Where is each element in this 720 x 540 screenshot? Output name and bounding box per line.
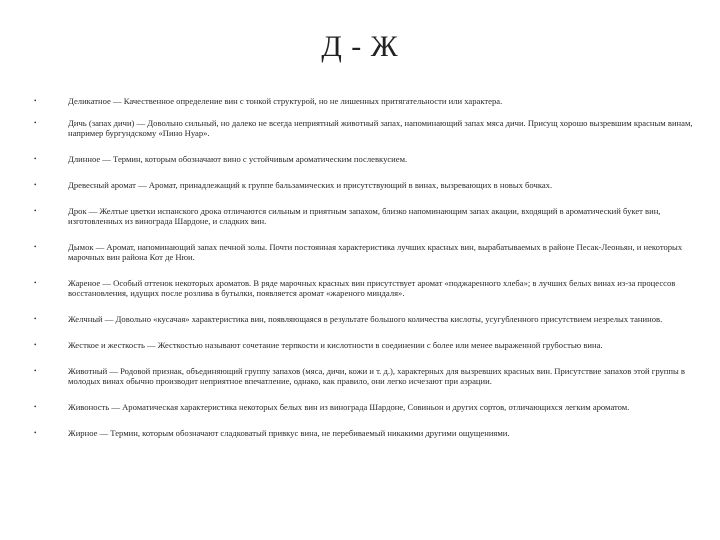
glossary-list: [34, 96, 694, 438]
list-item-text: Жесткое и жесткость — Жесткостью называют сочетание терпкости и кислотности в соединении с более или менее выраженной грубостью вина.: [68, 340, 603, 350]
slide-title: Д - Ж: [321, 30, 399, 63]
list-item: [34, 96, 694, 106]
list-item: [34, 118, 694, 138]
bullet-icon: •: [34, 207, 37, 215]
bullet-icon: •: [34, 367, 37, 375]
list-item: [34, 154, 694, 164]
bullet-icon: •: [34, 341, 37, 349]
list-item-text: Жареное — Особый оттенок некоторых ароматов. В ряде марочных красных вин присутствует аромат «поджаренного хлеба»; в лучших белых винах из-за процессов восстановления, идущих после розлива в бутылки, появляется аромат «жареного миндаля».: [68, 278, 676, 298]
list-item: [34, 366, 694, 386]
list-item-text: Деликатное — Качественное определение вин с тонкой структурой, но не лишенных притягательности или характера.: [68, 96, 503, 106]
bullet-icon: •: [34, 181, 37, 189]
list-item-text: Живоность — Ароматическая характеристика некоторых белых вин из винограда Шардоне, Совиньон и других сортов, отличающихся легким ароматом.: [68, 402, 630, 412]
list-item-text: Животный — Родовой признак, объединяющий группу запахов (мяса, дичи, кожи и т. д.), характерных для вызревших красных вин. Присутствие запахов этой группы в молодых винах обычно производит неприятное впечатление, однако, как правило, они легко исчезают при аэрации.: [68, 366, 685, 386]
list-item-text: Жирное — Термин, которым обозначают сладковатый привкус вина, не перебиваемый никакими другими ощущениями.: [68, 428, 510, 438]
list-item: [34, 180, 694, 190]
list-item-text: Дрок — Желтые цветки испанского дрока отличаются сильным и приятным запахом, близко напоминающим запах акации, входящий в ароматический букет вин, изготовленных из винограда Шардоне, и сладких вин.: [68, 206, 661, 226]
list-item-text: Дичь (запах дичи) — Довольно сильный, но далеко не всегда неприятный животный запах, напоминающий запах мяса дичи. Присущ хорошо вызревшим красным винам, например бургундскому «Пино Нуар».: [68, 118, 693, 138]
list-item: [34, 206, 694, 226]
list-item-text: Длинное — Термин, которым обозначают вино с устойчивым ароматическим послевкусием.: [68, 154, 408, 164]
list-item: [34, 340, 694, 350]
bullet-icon: •: [34, 155, 37, 163]
list-item: [34, 278, 694, 298]
list-item: [34, 428, 694, 438]
list-item: [34, 402, 694, 412]
bullet-icon: •: [34, 119, 37, 127]
list-item-text: Дымок — Аромат, напоминающий запах печной золы. Почти постоянная характеристика лучших красных вин, вырабатываемых в районе Песак-Леоньян, и некоторых марочных вин района Кот де Нюи.: [68, 242, 683, 262]
bullet-icon: •: [34, 403, 37, 411]
list-item: [34, 242, 694, 262]
bullet-icon: •: [34, 243, 37, 251]
bullet-icon: •: [34, 97, 37, 105]
bullet-icon: •: [34, 279, 37, 287]
bullet-icon: •: [34, 429, 37, 437]
list-item: [34, 314, 694, 324]
bullet-icon: •: [34, 315, 37, 323]
list-item-text: Желчный — Довольно «кусачая» характеристика вин, появляющаяся в результате большого количества кислоты, усугубленного присутствием незрелых танинов.: [68, 314, 663, 324]
list-item-text: Древесный аромат — Аромат, принадлежащий к группе бальзамических и присутствующий в винах, вызревающих в новых бочках.: [68, 180, 553, 190]
